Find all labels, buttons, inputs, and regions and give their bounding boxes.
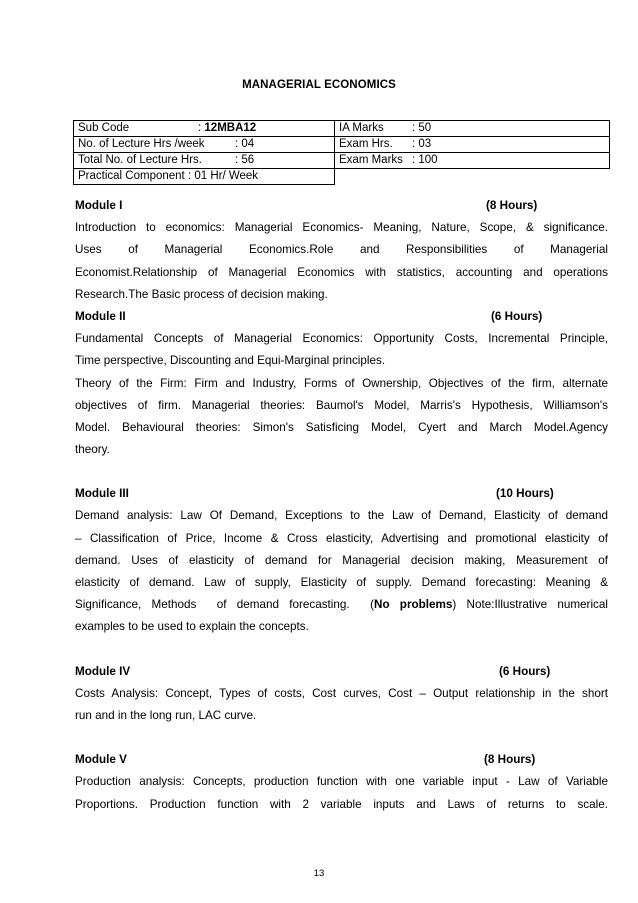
text-line: elasticity of demand. Law of supply, Elasticity of supply. Demand forecasting: Meaning & xyxy=(75,576,608,589)
text-segment: Significance, Methods of demand forecasting. ( xyxy=(75,598,374,612)
text-line: Proportions. Production function with 2 variable inputs and Laws of returns to scale. xyxy=(75,797,608,811)
course-info-table xyxy=(73,120,610,185)
text-line: run and in the long run, LAC curve. xyxy=(75,708,257,722)
module-title: Module I xyxy=(75,199,123,212)
text-line: theory. xyxy=(75,443,110,457)
text-line: Production analysis: Concepts, production function with one variable input - Law of Variable xyxy=(75,775,608,789)
text-line: Time perspective, Discounting and Equi-Marginal principles. xyxy=(75,354,386,368)
module-2-heading xyxy=(75,306,608,328)
module-4-heading xyxy=(75,661,608,683)
module-hours: (6 Hours) xyxy=(499,664,551,678)
text-segment: ) Note:Illustrative numerical xyxy=(452,598,608,612)
text-line: Model. Behavioural theories: Simon's Satisficing Model, Cyert and March Model.Agency xyxy=(75,420,608,434)
table-row xyxy=(74,153,610,169)
exam-marks-cell xyxy=(335,153,610,169)
lecture-week-cell xyxy=(74,137,335,153)
total-lecture-value: : 56 xyxy=(235,154,255,166)
text-line: Uses of Managerial Economics.Role and Responsibilities of Managerial xyxy=(75,243,608,257)
text-line: Introduction to economics: Managerial Economics- Meaning, Nature, Scope, & significance. xyxy=(75,221,608,235)
table-row xyxy=(74,121,610,137)
text-line xyxy=(75,594,608,616)
sub-code-value: 12MBA12 xyxy=(204,122,257,134)
empty-cell xyxy=(335,169,610,185)
text-line: – Classification of Price, Income & Cross elasticity, Advertising and promotional elasticity of xyxy=(75,531,608,545)
lecture-week-value: : 04 xyxy=(235,138,255,150)
text-line: Economist.Relationship of Managerial Economics with statistics, accounting and operations xyxy=(75,265,608,279)
exam-hrs-label: Exam Hrs. xyxy=(339,138,393,150)
module-5-heading xyxy=(75,749,608,771)
syllabus-body xyxy=(75,195,608,816)
exam-hrs-cell xyxy=(335,137,610,153)
ia-marks-value: : 50 xyxy=(412,122,432,134)
module-hours: (6 Hours) xyxy=(491,309,543,323)
practical-cell: Practical Component : 01 Hr/ Week xyxy=(74,169,335,185)
total-lecture-cell xyxy=(74,153,335,169)
page-number: 13 xyxy=(313,868,325,879)
module-1-heading xyxy=(75,195,608,217)
lecture-week-label: No. of Lecture Hrs /week xyxy=(78,138,205,150)
module-title: Module IV xyxy=(75,664,131,678)
text-line: demand. Uses of elasticity of demand for Managerial decision making, Measurement of xyxy=(75,553,608,567)
text-line: Theory of the Firm: Firm and Industry, Forms of Ownership, Objectives of the firm, alternate xyxy=(75,376,608,390)
exam-marks-value: : 100 xyxy=(412,154,438,166)
total-lecture-label: Total No. of Lecture Hrs. xyxy=(78,154,202,166)
sub-code-sep: : xyxy=(198,122,202,134)
module-hours: (8 Hours) xyxy=(486,199,538,212)
page-title: MANAGERIAL ECONOMICS xyxy=(242,79,396,91)
exam-marks-label: Exam Marks xyxy=(339,154,403,166)
module-hours: (10 Hours) xyxy=(496,487,554,501)
text-line: Research.The Basic process of decision making. xyxy=(75,287,328,301)
module-title: Module V xyxy=(75,753,127,767)
table-row xyxy=(74,137,610,153)
module-title: Module III xyxy=(75,487,129,501)
ia-marks-label: IA Marks xyxy=(339,122,384,134)
text-line: Costs Analysis: Concept, Types of costs, Cost curves, Cost – Output relationship in the short xyxy=(75,686,608,700)
module-hours: (8 Hours) xyxy=(484,753,536,767)
text-line: Demand analysis: Law Of Demand, Exceptions to the Law of Demand, Elasticity of demand xyxy=(75,509,608,523)
emphasis-text: No problems xyxy=(374,598,453,612)
module-3-heading xyxy=(75,483,608,505)
text-line: examples to be used to explain the concepts. xyxy=(75,620,309,634)
sub-code-label: Sub Code xyxy=(78,122,130,134)
ia-marks-cell xyxy=(335,121,610,137)
sub-code-cell xyxy=(74,121,335,137)
exam-hrs-value: : 03 xyxy=(412,138,432,150)
text-line: objectives of firm. Managerial theories: Baumol's Model, Marris's Hypothesis, Williamson's xyxy=(75,398,608,412)
table-row xyxy=(74,169,610,185)
text-line: Fundamental Concepts of Managerial Economics: Opportunity Costs, Incremental Principle, xyxy=(75,332,608,346)
module-title: Module II xyxy=(75,309,126,323)
